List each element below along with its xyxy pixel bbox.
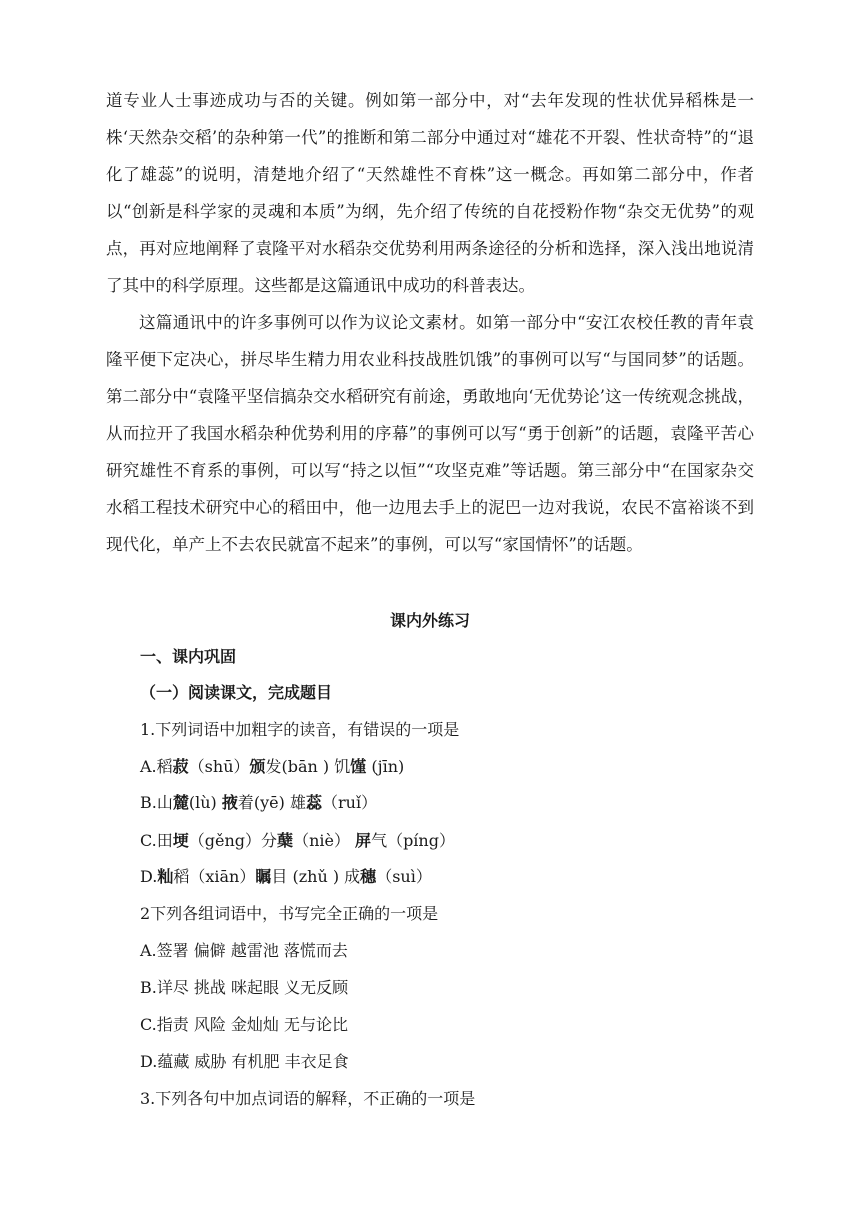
subsection-heading-1: （一）阅读课文，完成题目 [140, 683, 333, 702]
question-2-option-b: B.详尽 挑战 咪起眼 义无反顾 [140, 978, 349, 997]
question-1-option-d: D.籼稻（xiān）瞩目 (zhǔ ) 成穗（suì） [140, 867, 432, 886]
paragraph-essay-material: 这篇通讯中的许多事例可以作为议论文素材。如第一部分中“安江农校任教的青年袁隆平便下定决心，拼尽毕生精力用农业科技战胜饥饿”的事例可以写“与国同梦”的话题。第二部分中“袁隆平坚信搞杂交水稻研究有前途，勇敢地向‘无优势论’这一传统观念挑战，从而拉开了我国水稻杂种优势利用的序幕”的事例可以写“勇于创新”的话题，袁隆平苦心研究雄性不育系的事例，可以写“持之以恒”“攻坚克难”等话题。第三部分中“在国家杂交水稻工程技术研究中心的稻田中，他一边甩去手上的泥巴一边对我说，农民不富裕谈不到现代化，单产上不去农民就富不起来”的事例，可以写“家国情怀”的话题。 [106, 313, 754, 554]
question-2-option-d: D.蕴藏 威胁 有机肥 丰衣足食 [140, 1052, 349, 1071]
section-heading-1: 一、课内巩固 [140, 647, 237, 666]
question-2-option-a: A.签署 偏僻 越雷池 落慌而去 [140, 941, 348, 960]
question-2-option-c: C.指责 风险 金灿灿 无与论比 [140, 1015, 349, 1034]
question-2-stem: 2下列各组词语中，书写完全正确的一项是 [140, 904, 439, 923]
question-1-option-b: B.山麓(lù) 掖着(yē) 雄蕊（ruǐ） [140, 793, 378, 812]
question-1-option-c: C.田埂（gěng）分蘖（niè） 屏气（píng） [140, 831, 455, 850]
question-1-stem: 1.下列词语中加粗字的读音，有错误的一项是 [140, 720, 460, 739]
question-1-option-a: A.稻菽（shū）颁发(bān ) 饥馑 (jīn) [140, 757, 405, 776]
question-3-stem: 3.下列各句中加点词语的解释，不正确的一项是 [140, 1089, 476, 1108]
paragraph-science-expression: 道专业人士事迹成功与否的关键。例如第一部分中，对“去年发现的性状优异稻株是一株‘天然杂交稻’的杂种第一代”的推断和第二部分中通过对“雄花不开裂、性状奇特”的“退化了雄蕊”的说明，清楚地介绍了“天然雄性不育株”这一概念。再如第二部分中，作者以“创新是科学家的灵魂和本质”为纲，先介绍了传统的自花授粉作物“杂交无优势”的观点，再对应地阐释了袁隆平对水稻杂交优势利用两条途径的分析和选择，深入浅出地说清了其中的科学原理。这些都是这篇通讯中成功的科普表达。 [106, 91, 754, 295]
exercise-title: 课内外练习 [389, 611, 470, 630]
